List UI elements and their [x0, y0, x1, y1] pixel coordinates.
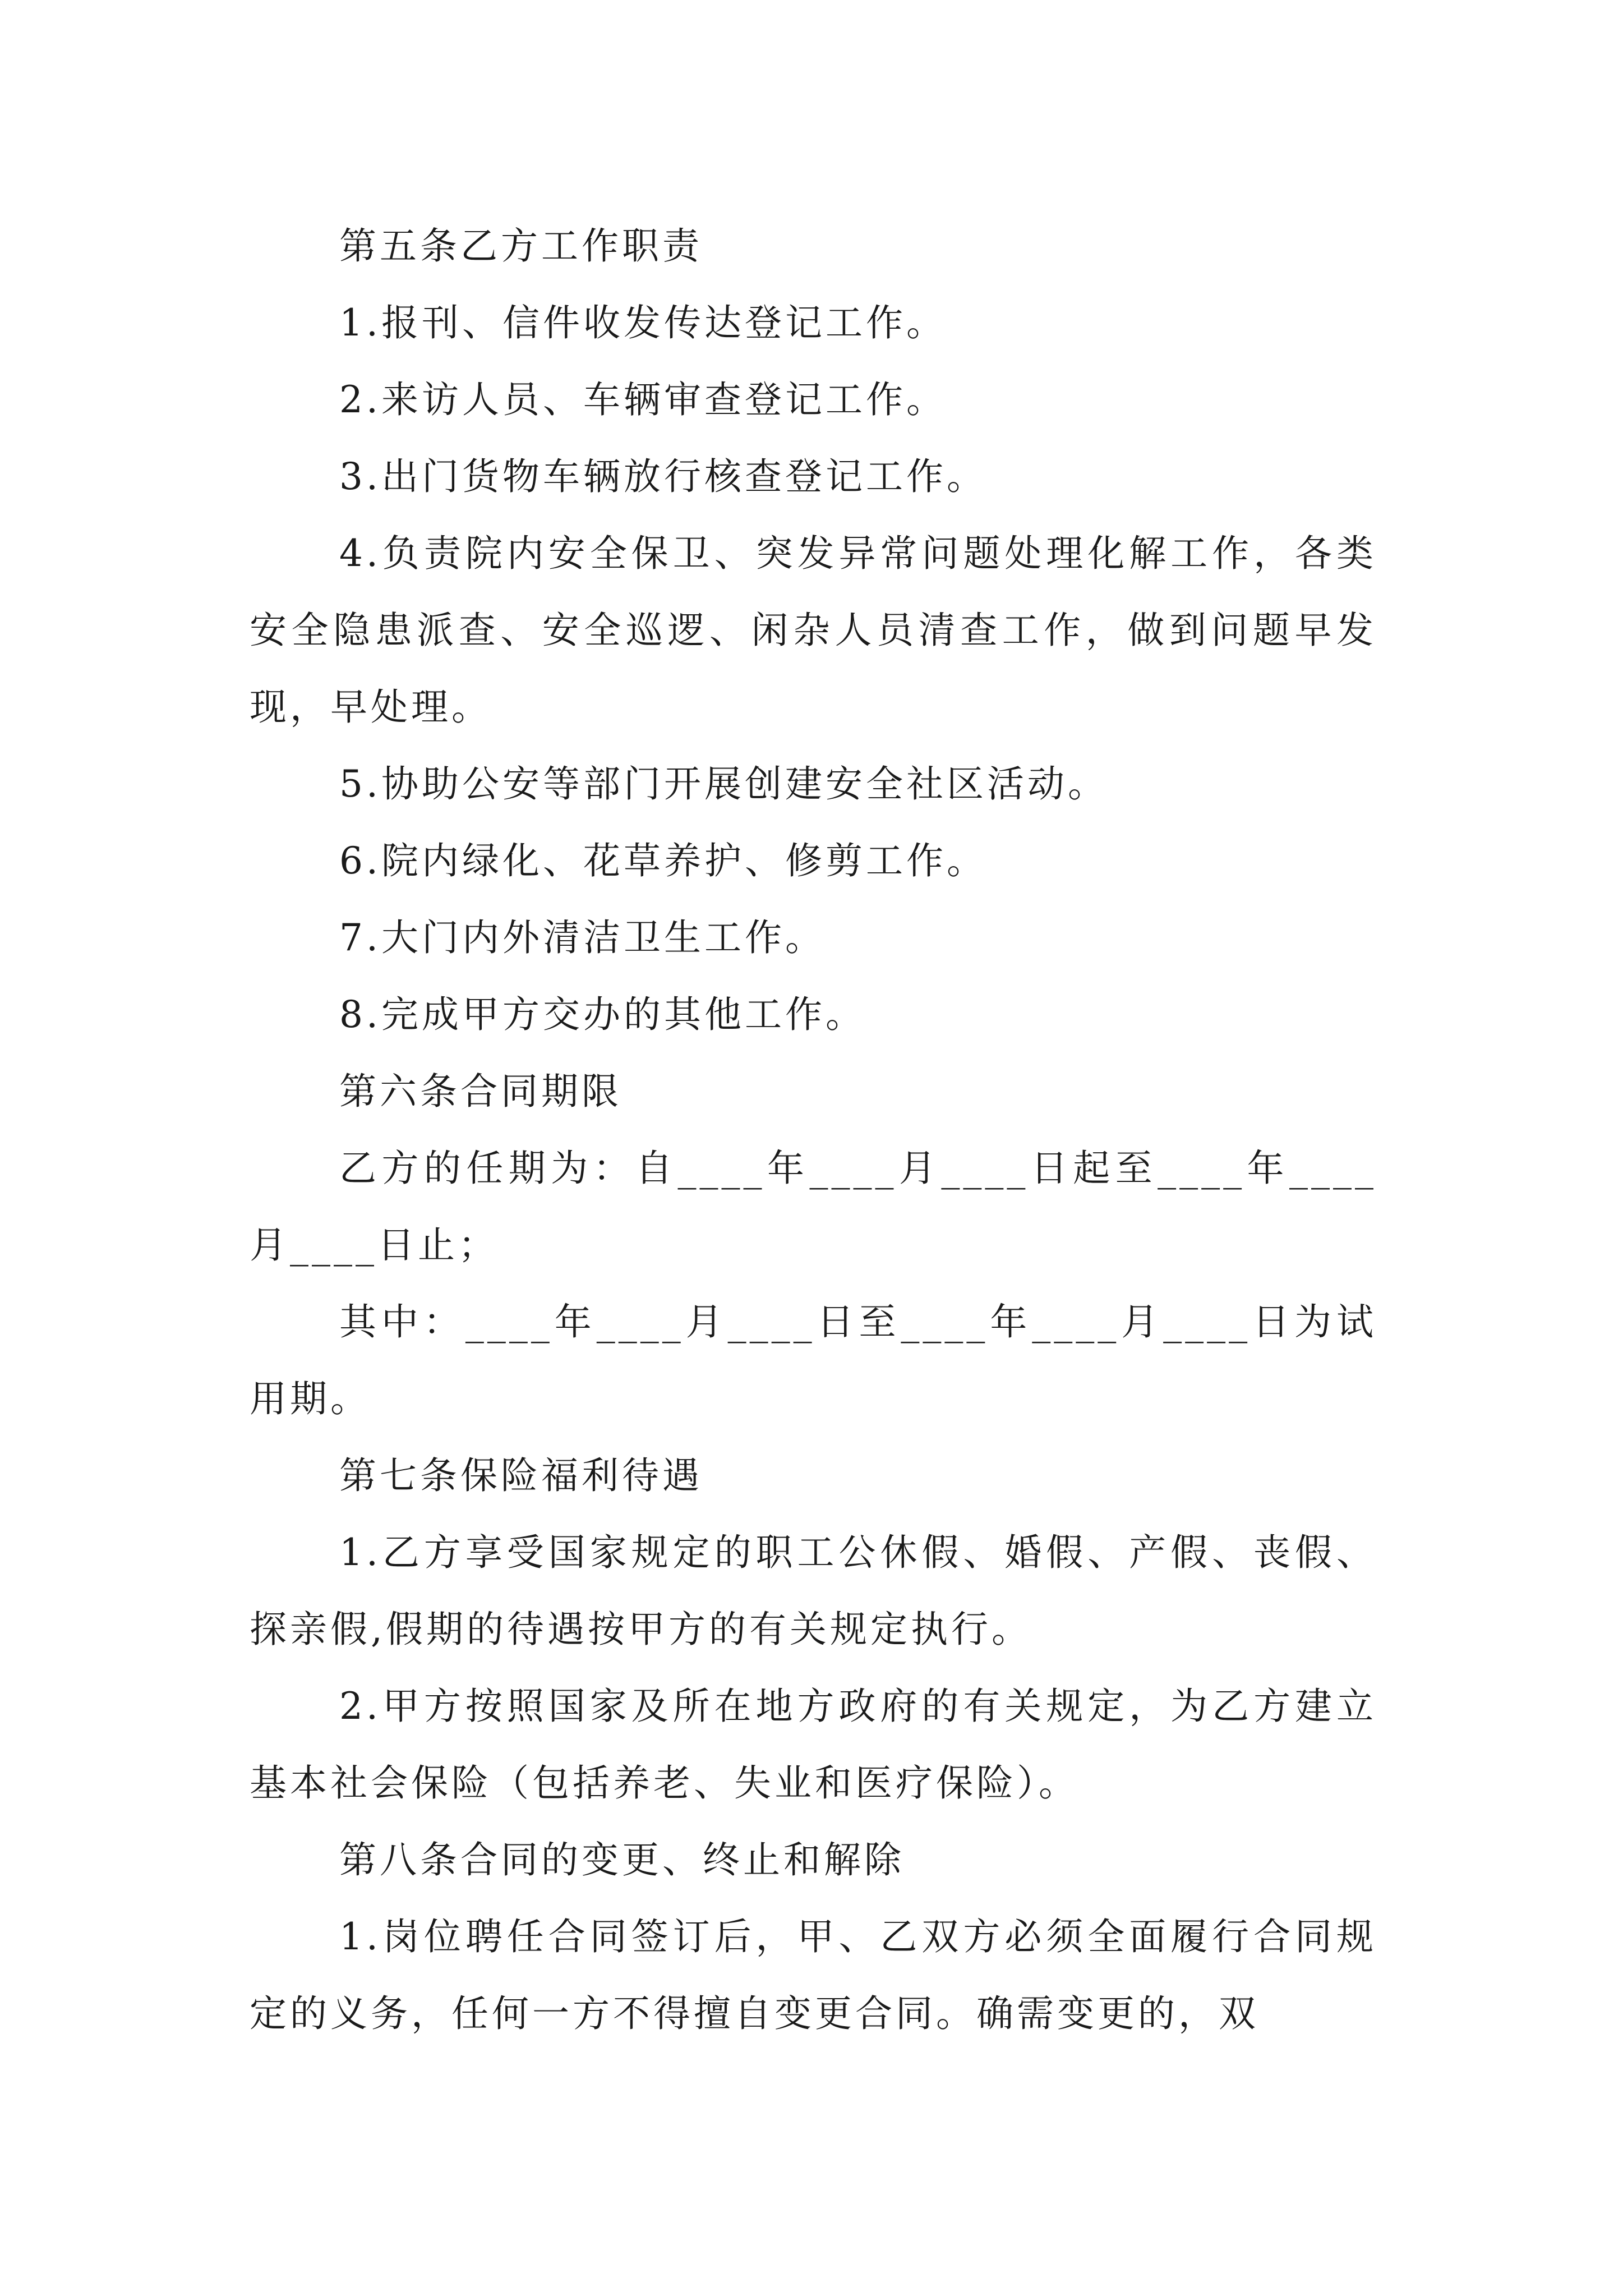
- article-5-heading: 第五条乙方工作职责: [339, 224, 703, 268]
- probation-period-paragraph: 其中：____年____月____日至____年____月____日为试用期。: [250, 1300, 1377, 1420]
- article-5-item-6: 6.院内绿化、花草养护、修剪工作。: [339, 839, 987, 882]
- document-body: [250, 208, 1377, 2052]
- article-5-item-2: 2.来访人员、车辆审查登记工作。: [339, 378, 947, 421]
- article-7-heading: 第七条保险福利待遇: [339, 1454, 703, 1497]
- article-5-item-8: 8.完成甲方交办的其他工作。: [339, 993, 866, 1036]
- article-8-heading: 第八条合同的变更、终止和解除: [339, 1838, 905, 1881]
- article-7-item-1: 1.乙方享受国家规定的职工公休假、婚假、产假、丧假、探亲假,假期的待遇按甲方的有关规定执行。: [250, 1531, 1377, 1651]
- contract-term-paragraph: 乙方的任期为：自____年____月____日起至____年____月____日止；: [250, 1147, 1377, 1267]
- article-5-item-1: 1.报刊、信件收发传达登记工作。: [339, 301, 947, 344]
- article-7-item-2: 2.甲方按照国家及所在地方政府的有关规定，为乙方建立基本社会保险（包括养老、失业和医疗保险）。: [250, 1685, 1377, 1805]
- article-5-item-3: 3.出门货物车辆放行核查登记工作。: [339, 455, 987, 498]
- article-5-item-7: 7.大门内外清洁卫生工作。: [339, 916, 826, 959]
- article-5-item-4: 4.负责院内安全保卫、突发异常问题处理化解工作，各类安全隐患派查、安全巡逻、闲杂人员清查工作，做到问题早发现，早处理。: [250, 532, 1377, 729]
- article-8-item-1: 1.岗位聘任合同签订后，甲、乙双方必须全面履行合同规定的义务，任何一方不得擅自变更合同。确需变更的，双: [250, 1915, 1377, 2035]
- article-6-heading: 第六条合同期限: [339, 1070, 622, 1113]
- article-5-item-5: 5.协助公安等部门开展创建安全社区活动。: [339, 762, 1108, 806]
